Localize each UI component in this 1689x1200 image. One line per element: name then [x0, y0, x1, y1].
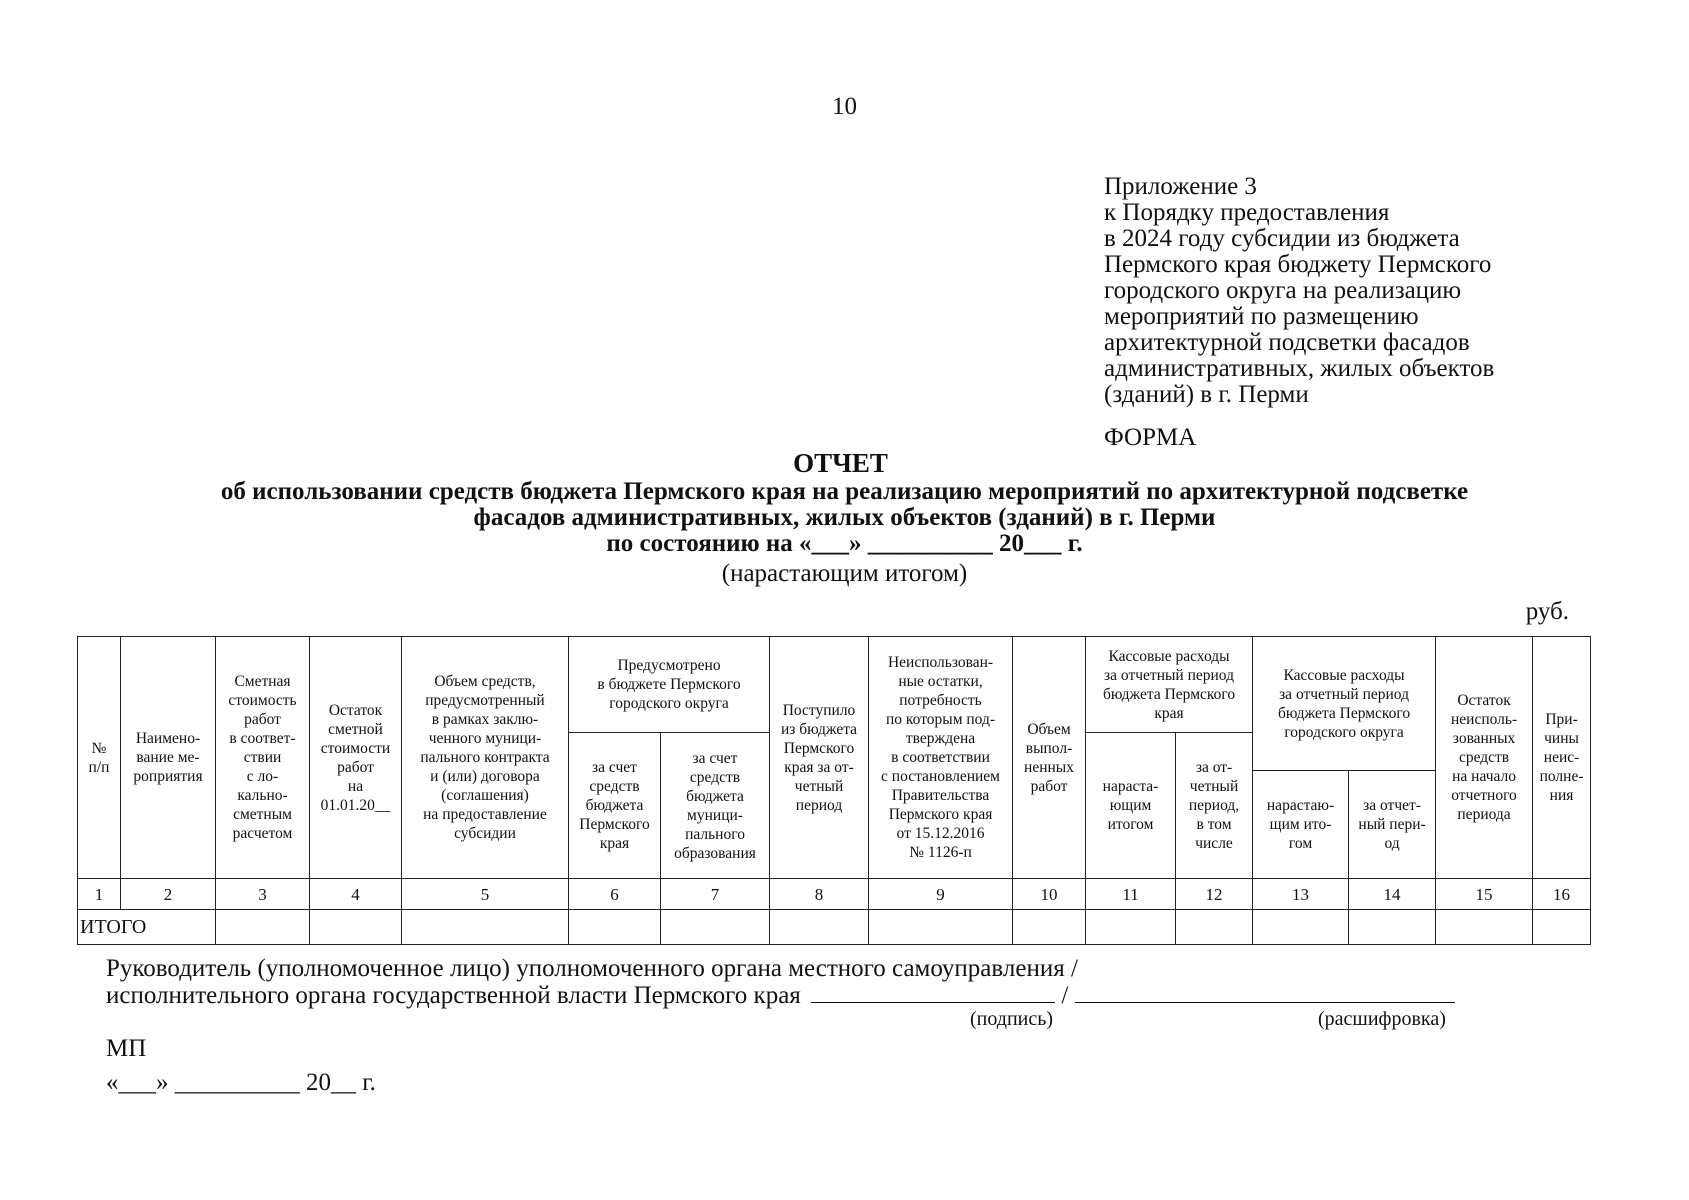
report-subtitle — [0, 479, 1689, 557]
appendix-line: в 2024 году субсидии из бюджета — [1104, 225, 1460, 252]
signature-line2-row — [106, 982, 1455, 1009]
currency-unit: руб. — [1525, 598, 1569, 625]
total-row — [78, 910, 1591, 945]
column-number: 15 — [1436, 879, 1533, 910]
column-number: 5 — [402, 879, 569, 910]
column-number: 11 — [1086, 879, 1176, 910]
header-unused-balances: Неиспользован- ные остатки, потребность по которым под- тверждена в соответствии с постановлением Правительства Пермского края от 15.12.2016 № 1126-п — [869, 637, 1013, 879]
header-group-cash-regional: Кассовые расходы за отчетный период бюджета Пермского края — [1086, 637, 1253, 733]
appendix-line: Приложение 3 — [1104, 173, 1257, 200]
appendix-line: (зданий) в г. Перми — [1104, 381, 1309, 408]
header-group-planned-budget: Предусмотрено в бюджете Пермского городского округа — [569, 637, 770, 733]
header-remaining-cost: Остаток сметной стоимости работ на 01.01.20__ — [310, 637, 402, 879]
header-city-period: за отчет- ный пери- од — [1349, 771, 1436, 879]
appendix-line: административных, жилых объектов — [1104, 355, 1495, 382]
total-cell[interactable] — [216, 910, 310, 945]
total-label: ИТОГО — [78, 910, 216, 945]
header-reasons: При- чины неис- полне- ния — [1533, 637, 1591, 879]
report-table — [77, 636, 1591, 945]
column-number: 10 — [1013, 879, 1086, 910]
total-cell[interactable] — [1349, 910, 1436, 945]
total-cell[interactable] — [869, 910, 1013, 945]
subtitle-line: фасадов административных, жилых объектов (зданий) в г. Перми — [473, 504, 1216, 531]
signature-slash: / — [1061, 982, 1069, 1009]
stamp-label: МП — [106, 1035, 147, 1062]
appendix-line: городского округа на реализацию — [1104, 277, 1462, 304]
total-cell[interactable] — [661, 910, 770, 945]
header-unused-remainder: Остаток неисполь- зованных средств на начало отчетного периода — [1436, 637, 1533, 879]
total-cell[interactable] — [1176, 910, 1253, 945]
column-number: 12 — [1176, 879, 1253, 910]
header-work-volume: Объем выпол- ненных работ — [1013, 637, 1086, 879]
header-city-cumulative: нарастаю- щим ито- гом — [1253, 771, 1349, 879]
column-number: 6 — [569, 879, 661, 910]
header-estimated-cost: Сметная стоимость работ в соответ- ствии с ло- кально- сметным расчетом — [216, 637, 310, 879]
header-event-name: Наимено- вание ме- роприятия — [121, 637, 216, 879]
total-cell[interactable] — [310, 910, 402, 945]
total-cell[interactable] — [1086, 910, 1176, 945]
cumulative-note: (нарастающим итогом) — [721, 560, 968, 587]
header-number: № п/п — [78, 637, 121, 879]
column-number: 1 — [78, 879, 121, 910]
appendix-line: архитектурной подсветки фасадов — [1104, 329, 1470, 356]
signature-line2: исполнительного органа государственной власти Пермского края — [106, 982, 801, 1009]
report-title: ОТЧЕТ — [793, 448, 888, 478]
decoding-caption: (расшифровка) — [1318, 1008, 1446, 1030]
report-heading — [0, 447, 1689, 589]
column-number: 9 — [869, 879, 1013, 910]
column-number-row — [78, 879, 1591, 910]
signature-block — [106, 955, 1455, 1009]
appendix-line: к Порядку предоставления — [1104, 199, 1390, 226]
column-number: 14 — [1349, 879, 1436, 910]
signature-date-line: «___» __________ 20__ г. — [106, 1069, 376, 1096]
total-cell[interactable] — [1253, 910, 1349, 945]
column-number: 3 — [216, 879, 310, 910]
total-cell[interactable] — [770, 910, 869, 945]
header-regional-cumulative: нараста- ющим итогом — [1086, 733, 1176, 879]
column-number: 7 — [661, 879, 770, 910]
header-regional-period: за от- четный период, в том числе — [1176, 733, 1253, 879]
decoding-field[interactable] — [1075, 982, 1455, 1003]
column-number: 8 — [770, 879, 869, 910]
header-municipal-funds: за счет средств бюджета муници- пального образования — [661, 733, 770, 879]
form-label: ФОРМА — [1104, 424, 1197, 451]
header-contract-volume: Объем средств, предусмотренный в рамках заклю- ченного муници- пального контракта и (или) договора (соглашения) на предоставление субсидии — [402, 637, 569, 879]
total-cell[interactable] — [402, 910, 569, 945]
column-number: 13 — [1253, 879, 1349, 910]
appendix-line: Пермского края бюджету Пермского — [1104, 251, 1492, 278]
header-received: Поступило из бюджета Пермского края за от- четный период — [770, 637, 869, 879]
appendix-block — [1104, 174, 1574, 408]
signature-line1: Руководитель (уполномоченное лицо) уполномоченного органа местного самоуправления / — [106, 955, 1078, 982]
signature-caption: (подпись) — [970, 1008, 1054, 1030]
total-cell[interactable] — [1013, 910, 1086, 945]
appendix-line: мероприятий по размещению — [1104, 303, 1419, 330]
column-number: 2 — [121, 879, 216, 910]
column-number: 16 — [1533, 879, 1591, 910]
total-cell[interactable] — [1533, 910, 1591, 945]
total-cell[interactable] — [569, 910, 661, 945]
page-number: 10 — [832, 93, 857, 120]
header-regional-funds: за счет средств бюджета Пермского края — [569, 733, 661, 879]
subtitle-date-line: по состоянию на «___» __________ 20___ г. — [606, 530, 1083, 557]
subtitle-line: об использовании средств бюджета Пермского края на реализацию мероприятий по архитектурной подсветке — [220, 478, 1469, 505]
total-cell[interactable] — [1436, 910, 1533, 945]
signature-field[interactable] — [811, 982, 1055, 1003]
column-number: 4 — [310, 879, 402, 910]
header-group-cash-city: Кассовые расходы за отчетный период бюджета Пермского городского округа — [1253, 637, 1436, 771]
